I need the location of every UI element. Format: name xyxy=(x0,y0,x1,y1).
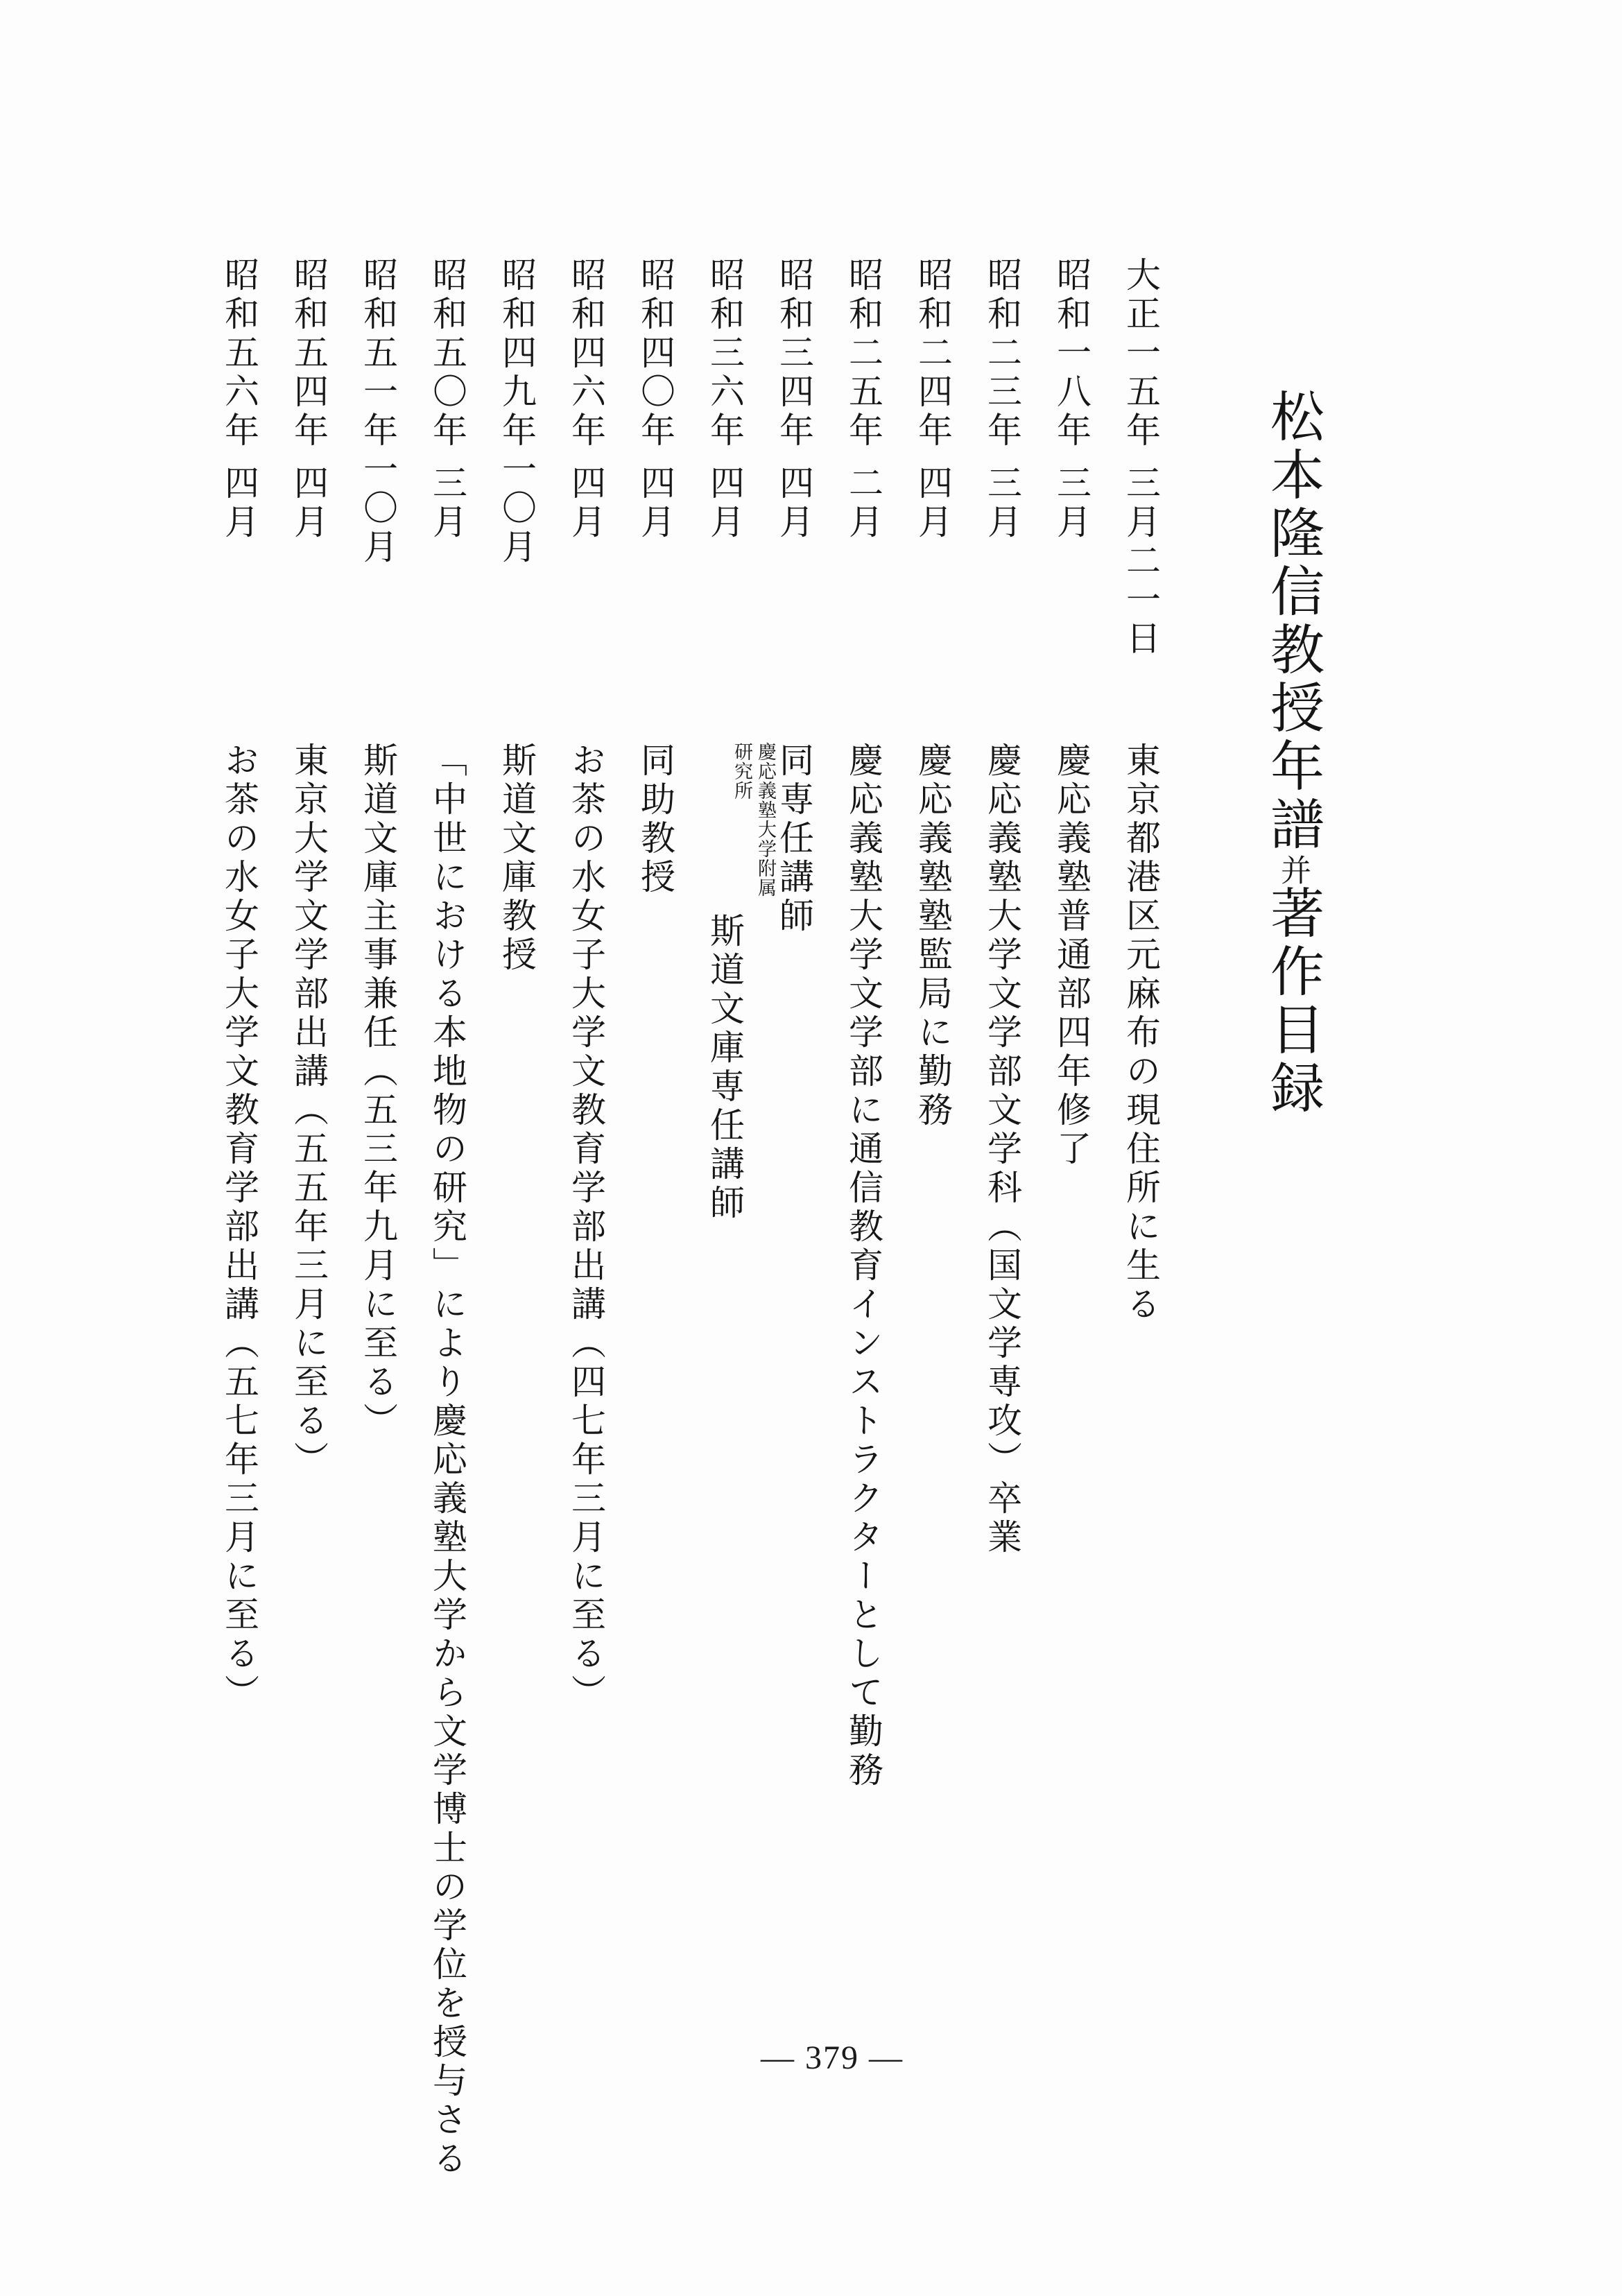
entry-month: 四月 xyxy=(288,465,329,542)
institution-annotation: 慶応義塾大学附属研究所 xyxy=(731,742,776,897)
entry-year: 昭和四〇年 xyxy=(635,257,675,451)
entry-year: 昭和一八年 xyxy=(1051,257,1092,451)
entry-year: 昭和五一年一〇月 xyxy=(358,257,398,567)
page-title xyxy=(1261,388,1324,1118)
chronology-entry xyxy=(219,257,291,2060)
entry-text: お茶の水女子大学文教育学部出講（四七年三月に至る） xyxy=(566,742,606,1713)
chronology-entry xyxy=(843,257,915,2060)
entry-text: 同専任講師 xyxy=(774,742,814,936)
entry-year: 昭和五六年 xyxy=(219,257,259,451)
entry-year: 大正一五年 xyxy=(1121,257,1161,451)
entry-text: 慶応義塾大学文学部文学科（国文学専攻）卒業 xyxy=(982,742,1022,1557)
title-suffix: 并 xyxy=(1275,854,1311,885)
entry-text: 慶応義塾塾監局に勤務 xyxy=(913,742,953,1130)
entry-year: 昭和五四年 xyxy=(288,257,329,451)
entry-month: 三月 xyxy=(1051,465,1092,542)
entry-text: 斯道文庫専任講師 xyxy=(705,913,745,1223)
title-tail: 著作目録 xyxy=(1261,885,1324,1118)
chronology-entry xyxy=(635,257,707,2060)
entry-month: 四月 xyxy=(635,465,675,542)
chronology-entry xyxy=(358,257,430,2060)
chronology-entry xyxy=(915,257,985,2060)
page-number: — 379 — xyxy=(761,2039,904,2076)
entry-year: 昭和四九年一〇月 xyxy=(497,257,537,567)
entry-text: 斯道文庫教授 xyxy=(497,742,537,975)
entry-month: 四月 xyxy=(774,465,814,542)
entry-month: 四月 xyxy=(566,465,606,542)
entry-month: 四月 xyxy=(913,465,953,542)
chronology-entry xyxy=(982,257,1054,2060)
entry-text: 慶応義塾大学文学部に通信教育インストラクターとして勤務 xyxy=(843,742,883,1790)
entry-month: 四月 xyxy=(219,465,259,542)
chronology-entry xyxy=(1123,257,1193,2060)
chronology-entry xyxy=(774,257,846,2060)
entry-month: 三月 xyxy=(427,465,467,542)
entry-year: 昭和二三年 xyxy=(982,257,1022,451)
chronology-entry xyxy=(1051,257,1123,2060)
entry-year: 昭和三六年 xyxy=(705,257,745,451)
chronology-entry xyxy=(427,257,499,2179)
entry-month: 二月 xyxy=(843,465,883,542)
entry-text: 斯道文庫主事兼任（五三年九月に至る） xyxy=(358,742,398,1441)
chronology-entry xyxy=(288,257,361,2060)
entry-year: 昭和三四年 xyxy=(774,257,814,451)
entry-month: 四月 xyxy=(705,465,745,542)
entry-year: 昭和四六年 xyxy=(566,257,606,451)
chronology-entry xyxy=(707,257,777,2060)
entry-text: 東京都港区元麻布の現住所に生る xyxy=(1121,742,1161,1324)
entry-text: お茶の水女子大学文教育学部出講（五七年三月に至る） xyxy=(219,742,259,1713)
entry-month: 三月 xyxy=(982,465,1022,542)
entry-month: 三月二一日 xyxy=(1121,465,1161,659)
chronology-entry xyxy=(566,257,638,2060)
entry-text: 東京大学文学部出講（五五年三月に至る） xyxy=(288,742,329,1480)
entry-text: 「中世における本地物の研究」により慶応義塾大学から文学博士の学位を授与さる xyxy=(427,742,467,2179)
title-main: 松本隆信教授年譜 xyxy=(1261,388,1324,854)
entry-text: 同助教授 xyxy=(635,742,675,897)
entry-year: 昭和五〇年 xyxy=(427,257,467,451)
entry-year: 昭和二五年 xyxy=(843,257,883,451)
entry-text: 慶応義塾普通部四年修了 xyxy=(1051,742,1092,1169)
entry-year: 昭和二四年 xyxy=(913,257,953,451)
chronology-entry xyxy=(499,257,569,2060)
